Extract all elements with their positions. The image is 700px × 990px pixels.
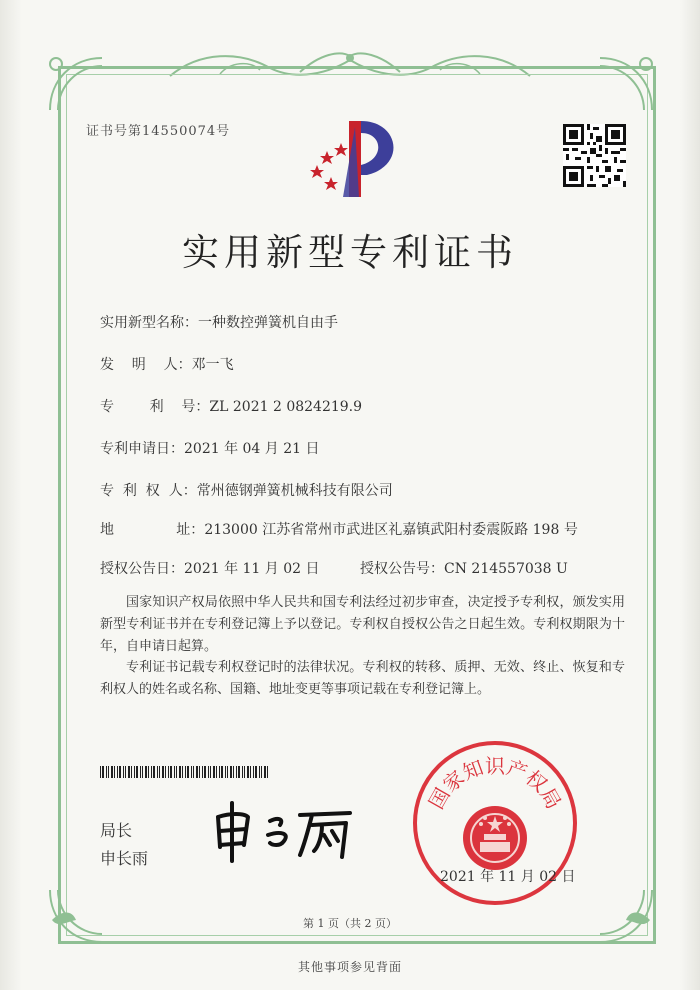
qr-code-icon (563, 124, 626, 187)
barcode-bar (233, 766, 234, 778)
barcode-bar (259, 766, 260, 778)
barcode-bar (119, 766, 121, 778)
barcode-bar (145, 766, 147, 778)
patent-number-label: 专 利 号： (100, 399, 210, 415)
grant-number-row (360, 558, 568, 578)
barcode-bar (148, 766, 149, 778)
barcode-bar (106, 766, 107, 778)
barcode-bar (196, 766, 198, 778)
barcode-bar (193, 766, 194, 778)
barcode-bar (230, 766, 232, 778)
barcode-bar (187, 766, 189, 778)
address-row (100, 519, 578, 539)
barcode-bar (100, 766, 101, 778)
patent-office-logo-icon (303, 113, 413, 203)
barcode-bar (221, 766, 223, 778)
filing-date-value: 2021 年 04 月 21 日 (184, 441, 320, 457)
barcode-bar (165, 766, 166, 778)
barcode-bar (168, 766, 169, 778)
barcode-bar (117, 766, 118, 778)
barcode-bar (244, 766, 245, 778)
barcode-bar (253, 766, 254, 778)
utility-model-name-value: 一种数控弹簧机自由手 (198, 315, 338, 331)
paragraph-grant-statement: 国家知识产权局依照中华人民共和国专利法经过初步审查，决定授予专利权，颁发实用新型专利证书并在专利登记簿上予以登记。专利权自授权公告之日起生效。专利权期限为十年，自申请日起算。 (100, 595, 625, 654)
inventor-row (100, 354, 234, 374)
filing-date-label: 专利申请日： (100, 441, 184, 457)
barcode-bar (142, 766, 143, 778)
barcode-bar (111, 766, 113, 778)
grant-date-value: 2021 年 11 月 02 日 (184, 561, 320, 577)
barcode-bar (238, 766, 240, 778)
patentee-value: 常州德钢弹簧机械科技有限公司 (196, 483, 393, 499)
grant-date-label: 授权公告日： (100, 561, 184, 577)
certificate-number: 证书号第14550074号 (86, 124, 231, 139)
patentee-row (100, 480, 393, 500)
barcode-bar (174, 766, 175, 778)
paragraph-legal-status: 专利证书记载专利权登记时的法律状况。专利权的转移、质押、无效、终止、恢复和专利权人的姓名或名称、国籍、地址变更等事项记载在专利登记簿上。 (100, 660, 625, 697)
utility-model-name-row (100, 312, 338, 332)
barcode-bar (153, 766, 155, 778)
grant-number-value: CN 214557038 U (444, 561, 568, 577)
filing-date-row (100, 438, 320, 458)
barcode-bar (157, 766, 158, 778)
barcode-bar (140, 766, 141, 778)
barcode-bar (125, 766, 126, 778)
barcode-bar (250, 766, 251, 778)
barcode-bar (134, 766, 135, 778)
barcode-bar (208, 766, 209, 778)
barcode-bar (202, 766, 203, 778)
barcode-bar (191, 766, 192, 778)
barcode-bar (151, 766, 152, 778)
address-value: 213000 江苏省常州市武进区礼嘉镇武阳村委震阪路 198 号 (204, 522, 578, 538)
address-label: 地 址： (100, 522, 205, 538)
barcode-bar (185, 766, 186, 778)
director-title: 局长 (100, 821, 133, 840)
barcode-bar (176, 766, 177, 778)
barcode-bar (227, 766, 228, 778)
barcode-bar (267, 766, 268, 778)
barcode-bar (170, 766, 172, 778)
corner-ornament-icon (590, 50, 660, 120)
barcode-bar (261, 766, 262, 778)
patent-number-value: ZL 2021 2 0824219.9 (209, 399, 363, 415)
barcode-bar (247, 766, 249, 778)
barcode-bar (225, 766, 226, 778)
barcode-bar (204, 766, 206, 778)
barcode-bar (136, 766, 138, 778)
barcode-bar (264, 766, 266, 778)
barcode-bar (128, 766, 130, 778)
barcode-bar (123, 766, 124, 778)
barcode-bar (102, 766, 104, 778)
utility-model-name-label: 实用新型名称： (100, 315, 198, 331)
inventor-value: 邓一飞 (191, 357, 234, 373)
barcode-icon (100, 766, 270, 778)
barcode-bar (131, 766, 132, 778)
director-name: 申长雨 (100, 849, 149, 868)
barcode-bar (179, 766, 181, 778)
barcode-bar (182, 766, 183, 778)
inventor-label: 发 明 人： (100, 357, 192, 373)
grant-date-row (100, 558, 320, 578)
grant-number-label: 授权公告号： (360, 561, 444, 577)
seal-date: 2021 年 11 月 02 日 (440, 869, 576, 885)
barcode-bar (199, 766, 200, 778)
page-indicator: 第 1 页（共 2 页） (303, 917, 397, 930)
seal-text: 国家知识产权局 (423, 754, 567, 814)
barcode-bar (213, 766, 215, 778)
barcode-bar (219, 766, 220, 778)
back-note: 其他事项参见背面 (297, 960, 402, 974)
director-signature (200, 795, 360, 865)
patent-number-row (100, 396, 362, 416)
barcode-bar (242, 766, 243, 778)
barcode-bar (162, 766, 164, 778)
barcode-bar (114, 766, 115, 778)
corner-ornament-icon (42, 50, 112, 120)
patentee-label: 专 利 权 人： (100, 483, 197, 499)
barcode-bar (255, 766, 257, 778)
barcode-bar (159, 766, 160, 778)
barcode-bar (210, 766, 211, 778)
barcode-bar (216, 766, 217, 778)
barcode-bar (108, 766, 109, 778)
certificate-title: 实用新型专利证书 (182, 231, 518, 274)
barcode-bar (236, 766, 237, 778)
